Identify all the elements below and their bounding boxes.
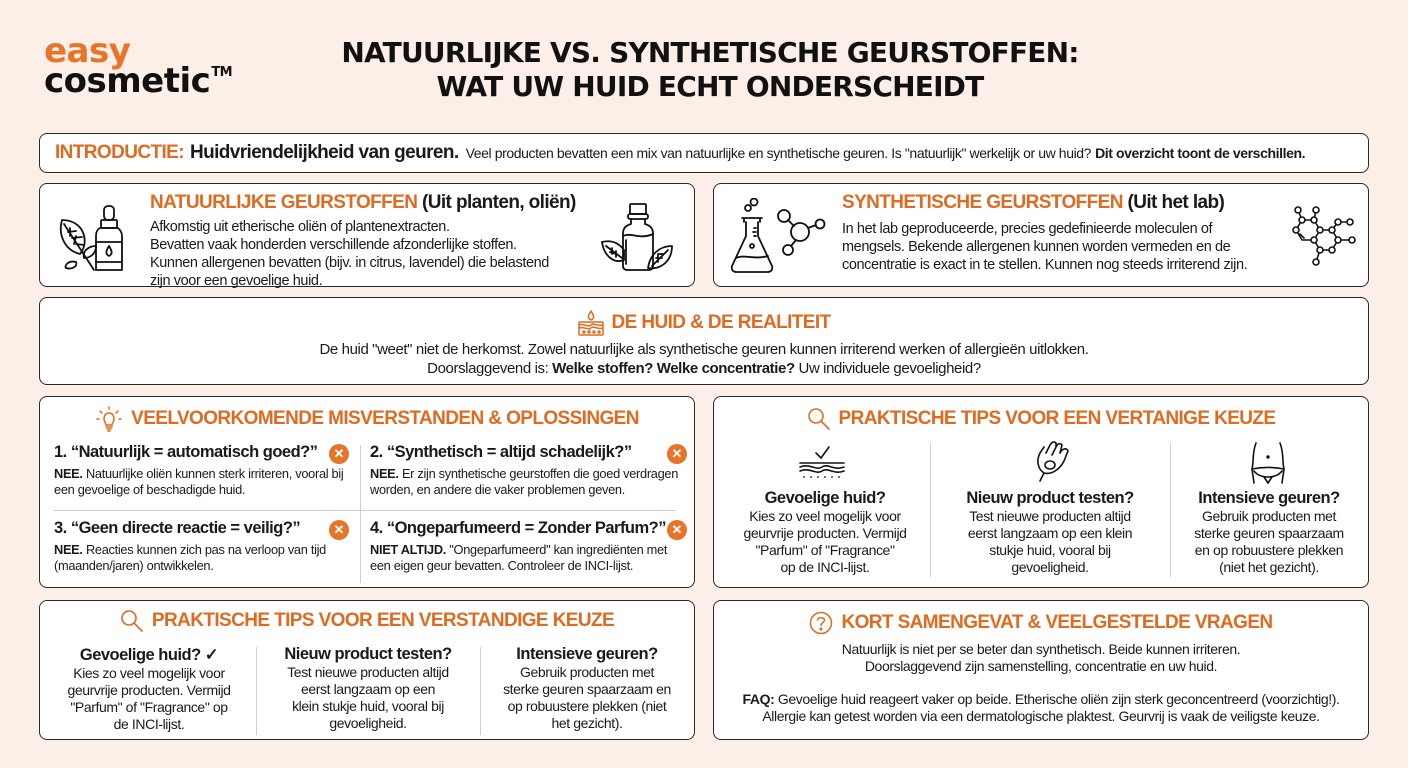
tip-line: de INCI-lijst. (113, 716, 185, 732)
misconception-answer (54, 542, 364, 574)
tip-heading: Gevoelige huid? ✓ (79, 646, 219, 664)
intro-label: INTRODUCTIE: (55, 142, 184, 163)
tip-column (934, 489, 1166, 576)
practical-tips-heading (714, 407, 1368, 431)
natural-title-suffix: (Uit planten, oliën) (422, 192, 576, 213)
skin-reality-heading (40, 310, 1368, 336)
tip-line: Kies zo veel mogelijk voor (749, 508, 901, 524)
column-divider (930, 443, 931, 577)
tip-line: klein stukje huid, vooral bij (292, 698, 444, 714)
tip-text (484, 664, 690, 732)
misconception-answer (370, 542, 680, 574)
summary-text (714, 641, 1368, 675)
leaf-dropper-bottle-icon (54, 198, 134, 276)
tip-line: op de INCI-lijst. (780, 559, 870, 575)
x-circle-icon: ✕ (667, 444, 687, 464)
flask-molecule-icon (726, 198, 826, 276)
natural-description (150, 218, 549, 290)
skin-line2-bold: Welke stoffen? Welke concentratie? (552, 360, 795, 377)
natural-title-main: NATUURLIJKE GEURSTOFFEN (150, 192, 418, 213)
tip-line: gevoeligheid. (1011, 559, 1089, 575)
question-circle-icon (809, 611, 833, 635)
summary-line: Doorslaggevend zijn samenstelling, concentratie en uw huid. (864, 658, 1218, 674)
tip-text (1174, 508, 1364, 576)
intro-headline: Huidvriendelijkheid van geuren. (189, 142, 459, 163)
grid-divider-horizontal (54, 510, 676, 511)
sensible-tips-title: PRAKTISCHE TIPS VOOR EEN VERSTANDIGE KEUZE (151, 610, 615, 631)
tip-column (484, 645, 690, 732)
answer-text: Reacties kunnen zich pas na verloop van tijd (maanden/jaren) ontwikkelen. (54, 542, 326, 573)
intro-body: Veel producten bevatten een mix van natuurlijke en synthetische geuren. Is "natuurlijk" werkelijk or uw huid? (465, 145, 1092, 161)
misconception-answer (54, 466, 364, 498)
misconception-item (54, 443, 364, 498)
sensible-tips-card (39, 600, 695, 740)
hand-test-icon (1030, 441, 1074, 485)
tip-line: het gezicht). (551, 715, 623, 731)
misconceptions-card (39, 396, 695, 588)
logo-cosmetic-text: cosmetic (44, 61, 211, 101)
tip-line: (niet het gezicht). (1219, 559, 1319, 575)
skin-reality-card (39, 297, 1369, 385)
tip-line: Gebruik producten met (1201, 508, 1336, 524)
brand-logo (44, 31, 233, 101)
natural-line: Kunnen allergenen bevatten (bijv. in citrus, lavendel) die belastend (150, 255, 549, 271)
tip-line: sterke geuren spaarzaam (1194, 525, 1344, 541)
answer-text: Er zijn synthetische geurstoffen die goed verdragen worden, en andere die vaker problemen geven. (370, 466, 679, 497)
tip-line: eerst langzaam op een (300, 681, 436, 697)
tip-text (722, 508, 928, 576)
tip-line: op robuustere plekken (niet (507, 698, 667, 714)
misconception-item (54, 519, 364, 574)
synthetic-line: In het lab geproduceerde, precies gedefinieerde moleculen of (842, 221, 1213, 237)
tip-line: geurvrije producten. Vermijd (743, 525, 907, 541)
skin-reality-text (40, 340, 1368, 378)
x-circle-icon: ✕ (329, 520, 349, 540)
tip-line: "Parfum" of "Fragrance" (755, 542, 895, 558)
tip-line: eerst langzaam op een klein (967, 525, 1133, 541)
misconceptions-title: VEELVOORKOMENDE MISVERSTANDEN & OPLOSSINGEN (131, 408, 639, 429)
practical-tips-card (713, 396, 1369, 588)
faq-label: FAQ: (742, 691, 775, 707)
skin-line2-suffix: Uw individuele gevoeligheid? (798, 360, 981, 377)
verdict: NEE. (54, 542, 83, 557)
synthetic-title (842, 192, 1224, 214)
skin-check-icon (794, 441, 850, 481)
intro-conclusion: Dit overzicht toont de verschillen. (1095, 145, 1306, 161)
summary-title: KORT SAMENGEVAT & VEELGESTELDE VRAGEN (841, 612, 1273, 633)
misconception-item (370, 519, 680, 574)
tip-line: stukje huid, vooral bij (989, 542, 1111, 558)
column-divider (256, 647, 257, 735)
skin-line2-prefix: Doorslaggevend is: (427, 360, 549, 377)
verdict: NEE. (54, 466, 83, 481)
bottle-leaves-icon (598, 196, 678, 276)
misconception-question: 3. “Geen directe reactie = veilig?” (54, 519, 301, 537)
answer-text: Natuurlijke oliën kunnen sterk irriteren, vooral bij een gevoelige of beschadigde huid. (54, 466, 344, 497)
summary-heading (714, 611, 1368, 635)
misconceptions-heading (40, 405, 694, 433)
tip-line: "Parfum" of "Fragrance" op (70, 699, 228, 715)
synthetic-line: mengsels. Bekende allergenen kunnen worden vermeden en de (842, 239, 1231, 255)
molecule-structure-icon (1288, 200, 1360, 270)
faq-line2: Allergie kan getest worden via een dermatologische plaktest. Geurvrij is vaak de veiligste keuze. (762, 708, 1320, 724)
synthetic-title-suffix: (Uit het lab) (1127, 192, 1225, 213)
tip-text (46, 665, 252, 733)
tip-line: Test nieuwe producten altijd (969, 508, 1131, 524)
tip-line: sterke geuren spaarzaam en (503, 681, 671, 697)
tip-line: geurvrije producten. Vermijd (67, 682, 231, 698)
page-title-line1: NATUURLIJKE VS. SYNTHETISCHE GEURSTOFFEN: (341, 36, 1079, 69)
synthetic-line: concentratie is exact in te stellen. Kunnen nog steeds irriterend zijn. (842, 257, 1248, 273)
tip-heading: Intensieve geuren? (516, 645, 658, 663)
tip-heading: Gevoelige huid? (764, 489, 886, 507)
misconception-answer (370, 466, 680, 498)
tip-text (260, 664, 476, 732)
tip-line: en op robuustere plekken (1194, 542, 1344, 558)
natural-fragrances-card (39, 183, 695, 287)
natural-title (150, 192, 576, 214)
tip-column (722, 489, 928, 576)
summary-faq-card (713, 600, 1369, 740)
tip-column (260, 645, 476, 732)
magnifier-icon (807, 407, 831, 431)
x-circle-icon: ✕ (667, 520, 687, 540)
magnifier-icon (120, 609, 144, 633)
summary-line: Natuurlijk is niet per se beter dan synthetisch. Beide kunnen irriteren. (841, 641, 1241, 657)
synthetic-title-main: SYNTHETISCHE GEURSTOFFEN (842, 192, 1123, 213)
tip-line: Gebruik producten met (519, 664, 654, 680)
faq-line (714, 691, 1368, 708)
column-divider (480, 647, 481, 735)
lightbulb-icon (95, 405, 123, 433)
synthetic-fragrances-card (713, 183, 1369, 287)
skin-line2 (40, 359, 1368, 378)
faq-text (714, 691, 1368, 725)
verdict: NEE. (370, 466, 399, 481)
answer-text: "Ongeparfumeerd" kan ingrediënten met een eigen geur bevatten. Controleer de INCI-lijst. (370, 542, 668, 573)
practical-tips-title: PRAKTISCHE TIPS VOOR EEN VERTANIGE KEUZE (838, 408, 1276, 429)
misconception-question: 2. “Synthetisch = altijd schadelijk?” (370, 443, 632, 461)
page-title-line2: WAT UW HUID ECHT ONDERSCHEIDT (436, 70, 984, 103)
verdict: NIET ALTIJD. (370, 542, 447, 557)
tip-line: Test nieuwe producten altijd (287, 664, 449, 680)
skin-reality-title: DE HUID & DE REALITEIT (611, 312, 831, 333)
logo-trademark: TM (211, 65, 233, 80)
faq-line1: Gevoelige huid reageert vaker op beide. Etherische oliën zijn sterk geconcentreerd (voorzichtig!). (777, 691, 1340, 707)
tip-heading: Intensieve geuren? (1198, 489, 1340, 507)
page-title (250, 36, 1170, 104)
body-torso-icon (1248, 441, 1288, 485)
natural-line: zijn voor een gevoelige huid. (150, 273, 323, 289)
column-divider (1170, 443, 1171, 577)
logo-easy: easy (44, 31, 131, 71)
tip-line: Kies zo veel mogelijk voor (73, 665, 225, 681)
tip-heading: Nieuw product testen? (966, 489, 1134, 507)
tip-column (1174, 489, 1364, 576)
tip-text (934, 508, 1166, 576)
synthetic-description (842, 220, 1247, 274)
sensible-tips-heading (40, 609, 694, 633)
logo-cosmetic (44, 61, 233, 101)
intro-banner (39, 133, 1369, 173)
skin-line1: De huid "weet" niet de herkomst. Zowel natuurlijke als synthetische geuren kunnen irriterend werken of allergieën uitlokken. (319, 341, 1089, 358)
misconception-item (370, 443, 680, 498)
tip-line: gevoeligheid. (329, 715, 407, 731)
natural-line: Bevatten vaak honderden verschillende afzonderlijke stoffen. (150, 237, 517, 253)
tip-heading: Nieuw product testen? (284, 645, 452, 663)
misconception-question: 4. “Ongeparfumeerd = Zonder Parfum?” (370, 519, 667, 537)
natural-line: Afkomstig uit etherische oliën of plantenextracten. (150, 219, 450, 235)
misconception-question: 1. “Natuurlijk = automatisch goed?” (54, 443, 318, 461)
tip-column (46, 645, 252, 733)
x-circle-icon: ✕ (329, 444, 349, 464)
skin-drop-icon (577, 310, 605, 336)
